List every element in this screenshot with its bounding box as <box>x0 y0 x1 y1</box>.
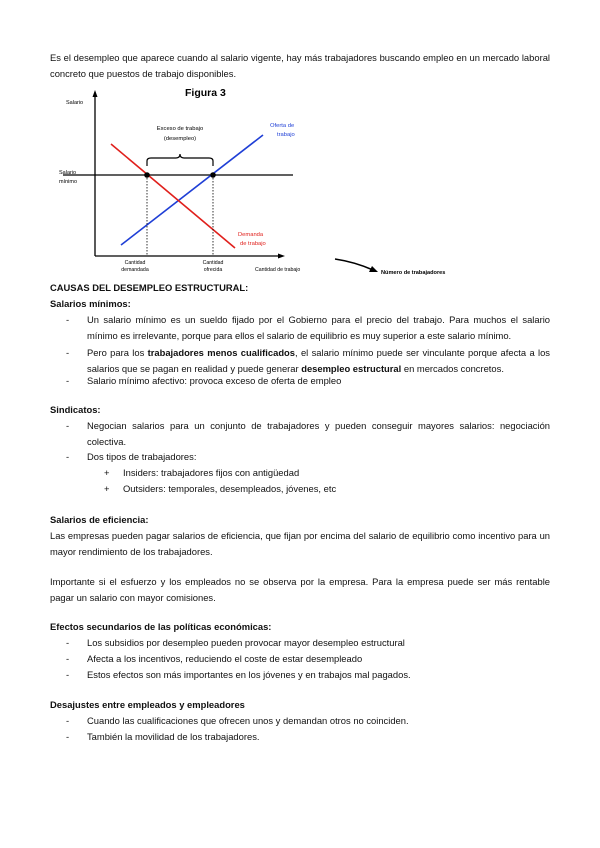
salarios-minimos-heading: Salarios mínimos: <box>50 298 131 309</box>
list-item-text: Afecta a los incentivos, reduciendo el coste de estar desempleado <box>87 653 363 664</box>
qd-label-1: Cantidad <box>124 260 146 266</box>
sub-list-item <box>104 481 336 497</box>
list-item <box>50 373 550 389</box>
min-wage-label-1: Salario <box>59 170 77 176</box>
list-item-text: Cuando las cualificaciones que ofrecen unos y demandan otros no coinciden. <box>87 715 409 726</box>
sub-list-item-text: Outsiders: temporales, desempleados, jóvenes, etc <box>123 483 337 494</box>
list-item <box>50 635 550 651</box>
x-note-arrow <box>335 259 373 270</box>
eficiencia-paragraph-2: Importante si el esfuerzo y los empleados no se observa por la empresa. Para la empresa puede ser más rentable pagar un salario con mayor comisiones. <box>50 576 550 603</box>
demand-point <box>144 172 150 178</box>
gap-label-1: Exceso de trabajo <box>156 126 204 132</box>
dash-bullet: - <box>66 653 70 664</box>
intro-paragraph: Es el desempleo que aparece cuando al salario vigente, hay más trabajadores buscando empleo en un mercado laboral concreto que puestos de trabajo disponibles. <box>50 52 550 79</box>
text-run: Pero para los <box>87 347 148 358</box>
dash-bullet: - <box>66 375 70 386</box>
plus-bullet: + <box>104 483 110 494</box>
sub-list-item-text: Insiders: trabajadores fijos con antigüedad <box>123 467 300 478</box>
desajustes-heading: Desajustes entre empleados y empleadores <box>50 699 245 710</box>
supply-label-2: trabajo <box>277 132 295 138</box>
supply-curve <box>121 135 263 245</box>
qs-label-2: ofrecida <box>203 267 223 273</box>
figure-title: Figura 3 <box>185 87 226 99</box>
causas-heading: CAUSAS DEL DESEMPLEO ESTRUCTURAL: <box>50 282 249 293</box>
bold-run: desempleo estructural <box>301 363 402 374</box>
demand-label-2: de trabajo <box>240 241 266 247</box>
list-item <box>50 651 550 667</box>
dash-bullet: - <box>66 451 70 462</box>
list-item-text: Dos tipos de trabajadores: <box>87 451 197 462</box>
text-run: , el salario mínimo puede ser vinculante porque afecta a los salarios que se pagan en realidad y puede generar <box>87 347 550 374</box>
list-item <box>50 449 550 465</box>
list-item-text: También la movilidad de los trabajadores. <box>87 731 260 742</box>
list-item-text: Un salario mínimo es un sueldo fijado por el Gobierno para el precio del trabajo. Para muchos el salario mínimo es irrelevante, porque para ellos el salario de equilibrio es muy superior a este salario mínimo. <box>87 314 550 341</box>
eficiencia-paragraph-1: Las empresas pueden pagar salarios de eficiencia, que fijan por encima del salario de equilibrio como incentivo para un mayor rendimiento de los trabajadores. <box>50 530 550 557</box>
list-item <box>50 312 550 344</box>
dash-bullet: - <box>66 669 70 680</box>
list-item <box>50 729 550 745</box>
qs-label-1: Cantidad <box>202 260 224 266</box>
list-item-text: Estos efectos son más importantes en los jóvenes y en trabajos mal pagados. <box>87 669 411 680</box>
eficiencia-heading: Salarios de eficiencia: <box>50 514 149 525</box>
list-item-text: Negocian salarios para un conjunto de trabajadores y pueden conseguir mayores salarios: negociación colectiva. <box>87 420 550 447</box>
unemployment-brace <box>147 154 213 166</box>
figure-3 <box>55 84 475 280</box>
min-wage-label-2: mínimo <box>59 179 78 185</box>
demand-curve <box>111 144 235 248</box>
y-axis-label: Salario <box>66 100 84 106</box>
dash-bullet: - <box>66 347 70 358</box>
supply-label-1: Oferta de <box>270 123 295 129</box>
list-item-text: Salario mínimo afectivo: provoca exceso de oferta de empleo <box>87 375 342 386</box>
dash-bullet: - <box>66 637 70 648</box>
list-item-text: Los subsidios por desempleo pueden provocar mayor desempleo estructural <box>87 637 405 648</box>
efectos-heading: Efectos secundarios de las políticas económicas: <box>50 621 272 632</box>
text-run: en mercados concretos. <box>401 363 504 374</box>
plus-bullet: + <box>104 467 110 478</box>
list-item <box>50 667 550 683</box>
list-item <box>50 418 550 450</box>
sindicatos-heading: Sindicatos: <box>50 404 101 415</box>
x-axis-note: Número de trabajadores <box>381 270 446 276</box>
list-item <box>50 713 550 729</box>
qd-label-2: demandada <box>121 267 149 273</box>
dash-bullet: - <box>66 731 70 742</box>
dash-bullet: - <box>66 420 70 431</box>
sub-list-item <box>104 465 299 481</box>
x-axis-label: Cantidad de trabajo <box>255 267 301 273</box>
y-axis-arrow <box>93 90 98 97</box>
dash-bullet: - <box>66 715 70 726</box>
bold-run: trabajadores menos cualificados <box>147 347 295 358</box>
supply-point <box>210 172 216 178</box>
x-axis-arrow <box>278 254 285 259</box>
dash-bullet: - <box>66 314 70 325</box>
demand-label-1: Demanda <box>238 232 264 238</box>
gap-label-2: (desempleo) <box>163 136 197 142</box>
